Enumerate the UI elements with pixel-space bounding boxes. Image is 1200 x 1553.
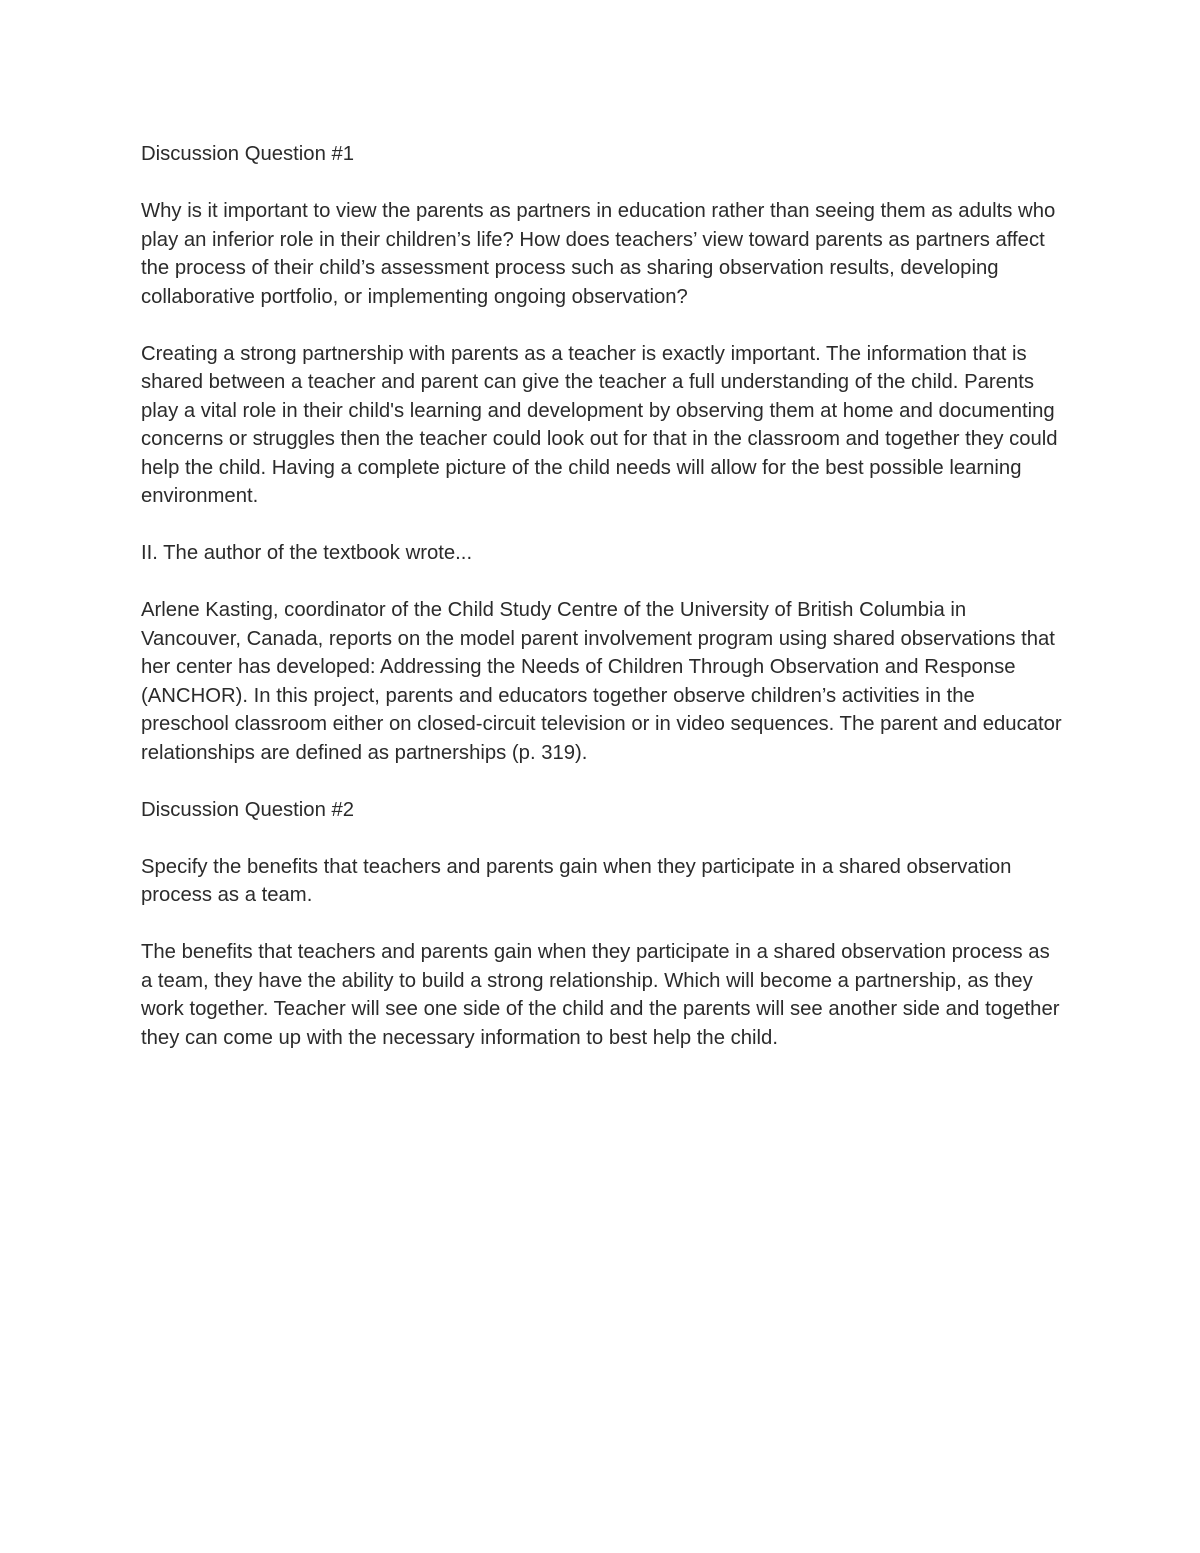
question-2-text: Specify the benefits that teachers and parents gain when they participate in a shared observation process as a team. [141,855,1012,906]
question-2-heading: Discussion Question #2 [141,798,355,821]
document-body [141,140,1066,1081]
question-1-text: Why is it important to view the parents as partners in education rather than seeing them as adults who play an inferior role in their children’s life? How does teachers’ view toward parents as partners affect the process of their child’s assessment process such as sharing observation results, developing collaborative portfolio, or implementing ongoing observation? [141,200,1056,308]
answer-2-text: The benefits that teachers and parents gain when they participate in a shared observation process as a team, they have the ability to build a strong relationship. Which will become a partnership, as they work together. Teacher will see one side of the child and the parents will see another side and together they can come up with the necessary information to best help the child. [141,941,1060,1049]
answer-1-text: Creating a strong partnership with parents as a teacher is exactly important. The information that is shared between a teacher and parent can give the teacher a full understanding of the child. Parents play a vital role in their child's learning and development by observing them at home and documenting concerns or struggles then the teacher could look out for that in the classroom and together they could help the child. Having a complete picture of the child needs will allow for the best possible learning environment. [141,342,1058,507]
question-1-heading: Discussion Question #1 [141,143,355,165]
textbook-heading: II. The author of the textbook wrote... [141,542,473,564]
textbook-quote: Arlene Kasting, coordinator of the Child Study Centre of the University of British Columbia in Vancouver, Canada, reports on the model parent involvement program using shared observations that her center has developed: Addressing the Needs of Children Through Observation and Response (ANCHOR). In this project, parents and educators together observe children’s activities in the preschool classroom either on closed-circuit television or in video sequences. The parent and educator relationships are defined as partnerships (p. 319). [141,599,1062,764]
